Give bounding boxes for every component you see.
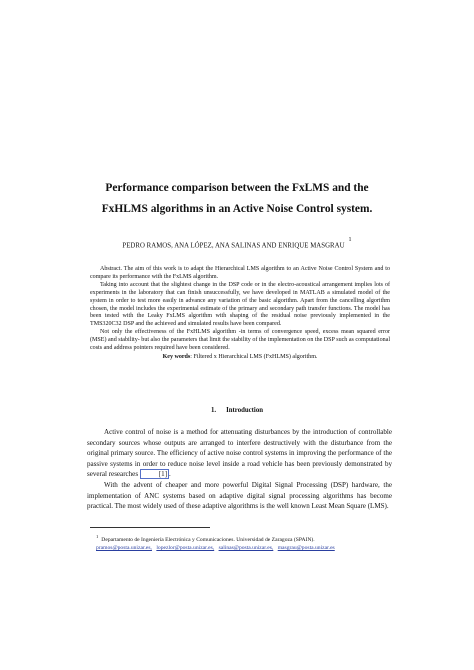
abstract-paragraph-2: Taking into account that the slightest change in the DSP code or in the electro-acoustical arrangement implies lots of experiments in the laboratory that can finish unsuccessfully, we have developed in MATLAB a simulated model of the system in order to test more easily in advance any variation of the basic algorithm. Apart from the cancelling algorithm chosen, the model includes the experimental estimate of the primary and secondary path transfer functions. The model has been tested with the Leaky FxLMS algorithm with shaping of the residual noise previously implemented in the TMS320C32 DSP and the achieved and simulated results have been compared.	[90, 281, 390, 328]
footnote	[96, 533, 396, 552]
body-text	[87, 427, 392, 512]
footnote-affiliation	[96, 533, 396, 544]
citation-link[interactable]: [1]	[140, 469, 169, 479]
keywords	[90, 354, 390, 362]
email-link-masgrau[interactable]: masgrau@posta.unizar.es	[277, 544, 335, 551]
keywords-label: Key words	[162, 353, 191, 360]
body-paragraph-1-text: Active control of noise is a method for attenuating disturbances by the introduction of controllable secondary sources whose outputs are arranged to interfere destructively with the disturbance from the original primary source. The efficiency of active noise control systems in improving the performance of the passive systems in order to reduce noise level inside a road vehicle has been previously demonstrated by several researches	[87, 428, 392, 479]
email-link-lopez[interactable]: lopezlor@posta.unizar.es,	[156, 544, 215, 551]
abstract-paragraph-1: Abstract. The aim of this work is to adapt the Hierarchical LMS algorithm to an Active Noise Control System and to compare its performance with the FxLMS algorithm.	[90, 266, 390, 280]
footnote-divider	[90, 527, 210, 528]
paper-title	[40, 178, 434, 220]
footnote-text: Departamento de Ingeniería Electrónica y Comunicaciones. Universidad de Zaragoza (SPAIN).	[101, 536, 315, 543]
author-list	[40, 237, 434, 250]
abstract-paragraph-3: Not only the effectiveness of the FxHLMS algorithm -in terms of convergence speed, excess mean squared error (MSE) and stability- but also the parameters that limit the stability of the implementation on the DSP such as computational costs and address pointers required have been considered.	[90, 329, 390, 352]
section-title: Introduction	[226, 407, 263, 414]
section-heading	[80, 407, 394, 414]
footnote-mark: 1	[96, 534, 99, 539]
body-paragraph-1-end: .	[169, 470, 171, 479]
abstract	[90, 266, 390, 362]
email-link-ramos[interactable]: pramos@posta.unizar.es,	[96, 544, 152, 551]
keywords-text: : Filtered x Hierarchical LMS (FxHLMS) algorithm.	[190, 353, 318, 360]
footnote-emails	[96, 544, 396, 552]
body-paragraph-2: With the advent of cheaper and more powerful Digital Signal Processing (DSP) hardware, the implementation of ANC systems based on adaptive digital signal processing algorithms has become practical. The most widely used of these adaptive algorithms is the well known Least Mean Square (LMS).	[87, 480, 392, 511]
title-line-1: Performance comparison between the FxLMS and the	[105, 182, 369, 194]
body-paragraph-1	[87, 427, 392, 480]
author-names: PEDRO RAMOS, ANA LÓPEZ, ANA SALINAS AND ENRIQUE MASGRAU	[122, 242, 345, 250]
email-link-salinas[interactable]: salinas@posta.unizar.es,	[218, 544, 274, 551]
title-line-2: FxHLMS algorithms in an Active Noise Control system.	[101, 203, 373, 215]
section-number: 1.	[211, 407, 217, 414]
author-footnote-mark: 1	[348, 237, 352, 243]
